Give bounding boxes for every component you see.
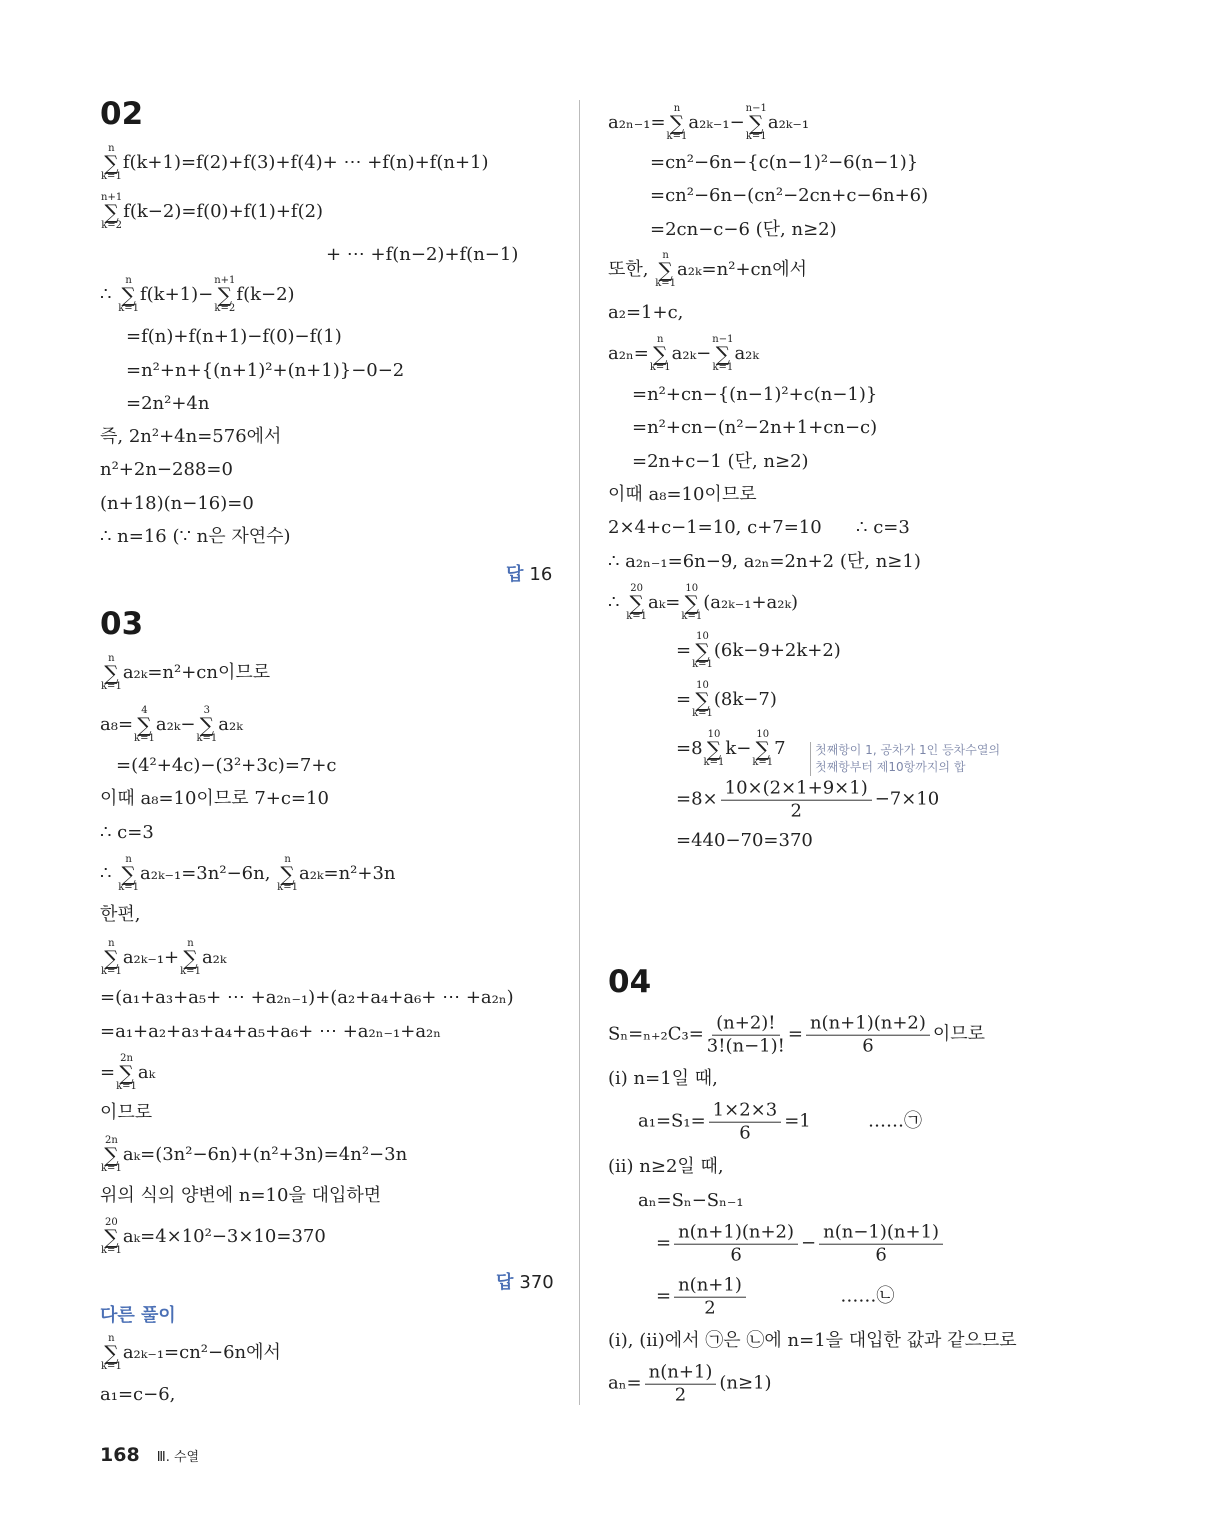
numerator: n(n−1)(n+1)	[819, 1223, 943, 1245]
page-number: 168	[100, 1444, 140, 1466]
sigma-icon: ∑	[715, 342, 730, 366]
sum-upper-limit: 10	[756, 729, 770, 740]
math-text: 또한,	[608, 259, 655, 280]
summation-symbol	[650, 335, 671, 373]
math-text: 한편,	[100, 904, 141, 925]
summation-symbol	[692, 632, 713, 670]
math-line	[608, 1155, 724, 1179]
answer-value: 370	[519, 1272, 554, 1293]
math-text: (ⅰ), (ⅱ)에서 ㉠은 ㉡에 n=1을 대입한 값과 같으므로	[608, 1330, 1017, 1351]
problem-02-heading: 02	[100, 96, 144, 132]
math-text: =	[100, 1062, 116, 1083]
sum-upper-limit: n	[125, 854, 132, 865]
sum-lower-limit: k=1	[101, 1245, 122, 1256]
math-text: =cn²−6n−(cn²−2cn+c−6n+6)	[650, 185, 929, 206]
section-title: Ⅲ. 수열	[156, 1450, 200, 1465]
math-line	[100, 939, 226, 977]
math-line	[100, 903, 141, 927]
sum-upper-limit: 20	[105, 1217, 118, 1228]
math-text: =	[676, 640, 692, 661]
sum-upper-limit: 2n	[120, 1053, 133, 1064]
sum-lower-limit: k=1	[752, 757, 774, 768]
math-text: a₂ₖ₋₁=cn²−6n에서	[122, 1342, 281, 1363]
math-text: aₖ=4×10²−3×10=370	[122, 1226, 326, 1247]
sum-lower-limit: k=1	[101, 171, 122, 182]
sum-upper-limit: n+1	[214, 275, 236, 286]
sum-upper-limit: 10	[696, 631, 709, 642]
summation-symbol	[704, 730, 725, 768]
sum-lower-limit: k=1	[101, 681, 122, 692]
math-text: 이므로	[100, 1102, 153, 1123]
math-text: (n+18)(n−16)=0	[100, 493, 254, 514]
summation-symbol	[667, 104, 688, 142]
math-line	[326, 243, 518, 267]
denominator: 2	[674, 1384, 687, 1406]
problem-03-heading: 03	[100, 606, 144, 642]
math-text: (ⅰ) n=1일 때,	[608, 1068, 718, 1089]
sum-lower-limit: k=1	[655, 278, 677, 289]
sigma-icon: ∑	[755, 737, 770, 761]
math-text: =n²+cn−(n²−2n+1+cn−c)	[632, 417, 878, 438]
sum-upper-limit: n	[187, 938, 194, 949]
sigma-icon: ∑	[137, 713, 152, 737]
math-text: a₂ₖ₋₁	[767, 112, 810, 133]
math-line	[656, 1223, 946, 1266]
sigma-icon: ∑	[749, 111, 764, 135]
math-line	[100, 706, 243, 744]
math-text: =8	[676, 738, 703, 759]
sum-lower-limit: k=1	[277, 882, 298, 893]
math-line	[100, 1184, 381, 1208]
math-text: f(k−2)	[236, 284, 295, 305]
math-line	[608, 1329, 1017, 1353]
sum-lower-limit: k=1	[692, 708, 713, 719]
sum-upper-limit: 2n	[105, 1135, 118, 1146]
sigma-icon: ∑	[684, 591, 699, 615]
math-line	[608, 516, 910, 540]
math-line	[100, 1101, 152, 1125]
summation-symbol	[712, 335, 733, 373]
math-line	[100, 787, 329, 811]
sigma-icon: ∑	[183, 946, 198, 970]
math-line	[676, 779, 939, 822]
annotation-note	[810, 742, 1000, 776]
math-text: 이때 a₈=10이므로 7+c=10	[100, 788, 329, 809]
sum-lower-limit: k=2	[101, 220, 122, 231]
denominator: 6	[730, 1244, 742, 1266]
sum-upper-limit: 20	[630, 583, 643, 594]
column-divider	[579, 100, 580, 1405]
summation-symbol	[655, 251, 676, 289]
math-line	[100, 986, 514, 1010]
sum-upper-limit: n	[662, 250, 669, 261]
math-line	[676, 681, 777, 719]
sum-lower-limit: k=1	[626, 611, 647, 622]
math-text: a₂ₖ−	[155, 714, 196, 735]
math-line	[100, 492, 254, 516]
summation-symbol	[116, 1054, 137, 1092]
math-text: (6k−9+2k+2)	[713, 640, 841, 661]
sum-lower-limit: k=1	[666, 131, 688, 142]
denominator: 2	[790, 800, 802, 822]
sigma-icon: ∑	[119, 1061, 134, 1085]
math-line	[100, 525, 291, 549]
math-text: ∴ c=3	[100, 822, 154, 843]
math-line	[100, 1218, 326, 1256]
note-line: 첫째항부터 제10항까지의 합	[815, 760, 966, 774]
math-line	[100, 193, 323, 231]
sum-upper-limit: n	[284, 854, 291, 865]
sigma-icon: ∑	[658, 258, 673, 282]
answer-02	[506, 560, 552, 586]
math-text: =8×	[676, 789, 718, 810]
math-line	[100, 1054, 155, 1092]
denominator: 6	[862, 1035, 874, 1057]
math-text: a₂ₖ=n²+cn이므로	[122, 662, 271, 683]
fraction	[721, 779, 872, 822]
math-text: =2n+c−1 (단, n≥2)	[632, 451, 809, 472]
math-text: ∴ n=16 (∵ n은 자연수)	[100, 526, 291, 547]
math-text: =cn²−6n−{c(n−1)²−6(n−1)}	[650, 152, 919, 173]
math-text: 7	[774, 738, 786, 759]
summation-symbol	[277, 855, 298, 893]
sigma-icon: ∑	[199, 713, 214, 737]
fraction	[674, 1276, 746, 1319]
denominator: 6	[739, 1122, 751, 1144]
math-text: k−	[725, 738, 752, 759]
math-text: =	[787, 1024, 803, 1045]
sum-lower-limit: k=1	[101, 1163, 122, 1174]
math-text: =n²+n+{(n+1)²+(n+1)}−0−2	[126, 360, 405, 381]
sum-upper-limit: n	[108, 1333, 115, 1344]
sum-upper-limit: n	[108, 653, 115, 664]
summation-symbol	[101, 144, 122, 182]
math-line	[608, 1067, 718, 1091]
fraction	[819, 1223, 943, 1266]
math-line	[650, 184, 928, 208]
sum-lower-limit: k=1	[681, 611, 703, 622]
math-text: a₂ₖ	[218, 714, 243, 735]
summation-symbol	[180, 939, 201, 977]
answer-label: 답	[496, 1272, 514, 1293]
sum-lower-limit: k=1	[196, 733, 218, 744]
math-line	[100, 855, 396, 893]
math-text: =2cn−c−6 (단, n≥2)	[650, 219, 837, 240]
math-line	[100, 654, 270, 692]
summation-symbol	[752, 730, 773, 768]
summation-symbol	[101, 939, 122, 977]
sum-upper-limit: n−1	[712, 334, 734, 345]
sigma-icon: ∑	[104, 946, 119, 970]
summation-symbol	[101, 193, 122, 231]
math-text: (8k−7)	[713, 689, 777, 710]
math-line	[650, 151, 918, 175]
page-footer	[100, 1444, 199, 1466]
summation-symbol	[692, 681, 713, 719]
sum-lower-limit: k=1	[703, 757, 725, 768]
sum-upper-limit: 3	[203, 705, 211, 716]
sum-lower-limit: k=1	[692, 659, 713, 670]
denominator: 6	[875, 1244, 887, 1266]
math-line	[632, 383, 877, 407]
sigma-icon: ∑	[280, 862, 295, 886]
sum-lower-limit: k=1	[134, 733, 155, 744]
sum-lower-limit: k=1	[116, 1081, 137, 1092]
math-text: f(k+1)=f(2)+f(3)+f(4)+ ⋯ +f(n)+f(n+1)	[122, 152, 489, 173]
math-text: (ⅱ) n≥2일 때,	[608, 1156, 724, 1177]
summation-symbol	[746, 104, 767, 142]
math-text: Sₙ=ₙ₊₂C₃=	[608, 1024, 704, 1045]
math-text: n²+2n−288=0	[100, 459, 233, 480]
math-text: f(k+1)−	[140, 284, 214, 305]
math-text: =(4²+4c)−(3²+3c)=7+c	[116, 755, 337, 776]
math-line	[126, 325, 342, 349]
math-line	[608, 104, 809, 142]
math-line	[100, 1136, 407, 1174]
math-line	[116, 754, 337, 778]
math-line	[608, 1363, 772, 1406]
summation-symbol	[626, 584, 647, 622]
numerator: n(n+1)	[674, 1276, 746, 1298]
math-text: a₂ₖ₋₁+	[122, 947, 180, 968]
math-text: (n≥1)	[719, 1373, 772, 1394]
sum-upper-limit: 10	[707, 729, 721, 740]
sigma-icon: ∑	[695, 639, 710, 663]
numerator: 10×(2×1+9×1)	[721, 779, 872, 801]
math-line	[608, 550, 921, 574]
math-line	[632, 416, 877, 440]
sigma-icon: ∑	[669, 111, 685, 135]
math-line	[608, 335, 759, 373]
sigma-icon: ∑	[706, 737, 722, 761]
fraction	[674, 1223, 798, 1266]
note-line: 첫째항이 1, 공차가 1인 등차수열의	[815, 743, 1001, 757]
math-line	[608, 483, 757, 507]
math-line	[608, 584, 798, 622]
sum-lower-limit: k=1	[118, 882, 139, 893]
math-line	[100, 276, 295, 314]
math-text: a₂ₖ₋₁−	[688, 112, 745, 133]
math-text: =(a₁+a₃+a₅+ ⋯ +a₂ₙ₋₁)+(a₂+a₄+a₆+ ⋯ +a₂ₙ)	[100, 987, 514, 1008]
math-text: ∴	[100, 863, 118, 884]
sum-lower-limit: k=1	[101, 1361, 122, 1372]
math-line	[126, 359, 404, 383]
math-text: a₂ₖ=n²+3n	[298, 863, 396, 884]
sum-upper-limit: n	[108, 143, 115, 154]
math-text: f(k−2)=f(0)+f(1)+f(2)	[123, 201, 324, 222]
math-line	[100, 1020, 441, 1044]
sum-upper-limit: 10	[696, 680, 709, 691]
math-line	[676, 632, 841, 670]
math-text: ……㉡	[748, 1286, 895, 1307]
math-text: =2n²+4n	[126, 393, 210, 414]
sum-lower-limit: k=2	[214, 303, 236, 314]
summation-symbol	[101, 1136, 122, 1174]
math-text: 위의 식의 양변에 n=10을 대입하면	[100, 1185, 382, 1206]
math-line	[676, 730, 786, 768]
numerator: n(n+1)(n+2)	[806, 1014, 930, 1036]
math-line	[676, 829, 813, 853]
math-text: a₂ₙ=	[608, 343, 649, 364]
math-text: =440−70=370	[676, 830, 813, 851]
math-text: =	[656, 1286, 672, 1307]
fraction	[709, 1101, 782, 1144]
math-text: 이므로	[932, 1024, 986, 1045]
summation-symbol	[118, 276, 139, 314]
math-text: a₂ₖ₋₁=3n²−6n,	[140, 863, 277, 884]
sum-upper-limit: n	[673, 103, 681, 114]
summation-symbol	[196, 706, 217, 744]
numerator: (n+2)!	[712, 1014, 779, 1036]
sigma-icon: ∑	[653, 342, 668, 366]
sigma-icon: ∑	[121, 862, 136, 886]
math-line	[126, 392, 209, 416]
sigma-icon: ∑	[629, 591, 644, 615]
sigma-icon: ∑	[217, 283, 232, 307]
math-line	[632, 450, 809, 474]
math-line	[100, 458, 233, 482]
sum-upper-limit: n−1	[745, 103, 767, 114]
math-line	[608, 301, 683, 325]
sigma-icon: ∑	[104, 1225, 119, 1249]
math-text: (a₂ₖ₋₁+a₂ₖ)	[703, 592, 799, 613]
sum-upper-limit: n	[108, 938, 115, 949]
sum-upper-limit: n	[125, 275, 132, 286]
math-line	[608, 1014, 985, 1057]
sum-lower-limit: k=1	[712, 362, 734, 373]
math-text: =1 ……㉠	[784, 1111, 922, 1132]
answer-label: 답	[506, 564, 524, 585]
sigma-icon: ∑	[104, 200, 119, 224]
math-text: a₁=c−6,	[100, 1384, 176, 1405]
math-line	[100, 1383, 175, 1407]
math-text: aₖ=(3n²−6n)+(n²+3n)=4n²−3n	[122, 1144, 408, 1165]
math-text: −7×10	[874, 789, 940, 810]
math-text: −	[801, 1233, 817, 1254]
math-text: a₂=1+c,	[608, 302, 684, 323]
math-text: ∴	[100, 284, 118, 305]
math-line	[650, 218, 837, 242]
math-text: a₈=	[100, 714, 134, 735]
math-text: aₙ=	[608, 1373, 642, 1394]
sum-upper-limit: n+1	[101, 192, 123, 203]
alternative-solution-label: 다른 풀이	[100, 1305, 176, 1326]
problem-04-heading: 04	[608, 964, 652, 1000]
fraction	[645, 1363, 717, 1406]
math-text: =a₁+a₂+a₃+a₄+a₅+a₆+ ⋯ +a₂ₙ₋₁+a₂ₙ	[100, 1021, 442, 1042]
sum-lower-limit: k=1	[118, 303, 139, 314]
math-text: a₂ₖ=n²+cn에서	[677, 259, 807, 280]
math-line	[656, 1276, 894, 1319]
sum-lower-limit: k=1	[180, 966, 201, 977]
answer-value: 16	[529, 564, 553, 585]
math-line	[100, 1334, 281, 1372]
summation-symbol	[101, 1218, 122, 1256]
math-text: + ⋯ +f(n−2)+f(n−1)	[326, 244, 519, 265]
sigma-icon: ∑	[104, 1143, 119, 1167]
denominator: 3!(n−1)!	[706, 1035, 785, 1057]
fraction	[806, 1014, 930, 1057]
sum-lower-limit: k=1	[101, 966, 122, 977]
sum-upper-limit: 4	[141, 705, 148, 716]
summation-symbol	[118, 855, 139, 893]
math-text: 즉, 2n²+4n=576에서	[100, 426, 282, 447]
math-text: aₖ=	[648, 592, 681, 613]
math-text: a₂ₖ	[201, 947, 227, 968]
math-line	[608, 251, 807, 289]
math-text: a₁=S₁=	[638, 1111, 706, 1132]
answer-03	[496, 1268, 554, 1294]
math-text: ∴ a₂ₙ₋₁=6n−9, a₂ₙ=2n+2 (단, n≥1)	[608, 551, 921, 572]
math-text: 2×4+c−1=10, c+7=10 ∴ c=3	[608, 517, 910, 538]
math-text: ∴	[608, 592, 626, 613]
math-text: 이때 a₈=10이므로	[608, 484, 757, 505]
summation-symbol	[101, 654, 122, 692]
summation-symbol	[681, 584, 702, 622]
math-line	[100, 144, 489, 182]
math-line	[638, 1101, 922, 1144]
math-text: a₂ₙ₋₁=	[608, 112, 666, 133]
math-text: =	[676, 689, 692, 710]
math-line	[638, 1189, 744, 1213]
sigma-icon: ∑	[695, 688, 710, 712]
fraction	[707, 1014, 785, 1057]
summation-symbol	[214, 276, 235, 314]
math-text: =n²+cn−{(n−1)²+c(n−1)}	[632, 384, 878, 405]
numerator: 1×2×3	[709, 1101, 782, 1123]
math-line	[100, 425, 281, 449]
sum-lower-limit: k=1	[745, 131, 767, 142]
math-text: aₙ=Sₙ−Sₙ₋₁	[638, 1190, 744, 1211]
math-line	[100, 821, 154, 845]
sum-lower-limit: k=1	[649, 362, 671, 373]
sum-upper-limit: 10	[685, 583, 699, 594]
math-text: a₂ₖ−	[671, 343, 712, 364]
sigma-icon: ∑	[104, 661, 119, 685]
sigma-icon: ∑	[104, 151, 119, 175]
denominator: 2	[704, 1297, 716, 1319]
sigma-icon: ∑	[104, 1341, 119, 1365]
numerator: n(n+1)(n+2)	[674, 1223, 798, 1245]
numerator: n(n+1)	[645, 1363, 717, 1385]
math-text: aₖ	[137, 1062, 156, 1083]
math-text: =	[656, 1233, 672, 1254]
math-text: =f(n)+f(n+1)−f(0)−f(1)	[126, 326, 342, 347]
sigma-icon: ∑	[121, 283, 136, 307]
math-text: a₂ₖ	[734, 343, 759, 364]
sum-upper-limit: n	[657, 334, 664, 345]
summation-symbol	[134, 706, 155, 744]
summation-symbol	[101, 1334, 122, 1372]
